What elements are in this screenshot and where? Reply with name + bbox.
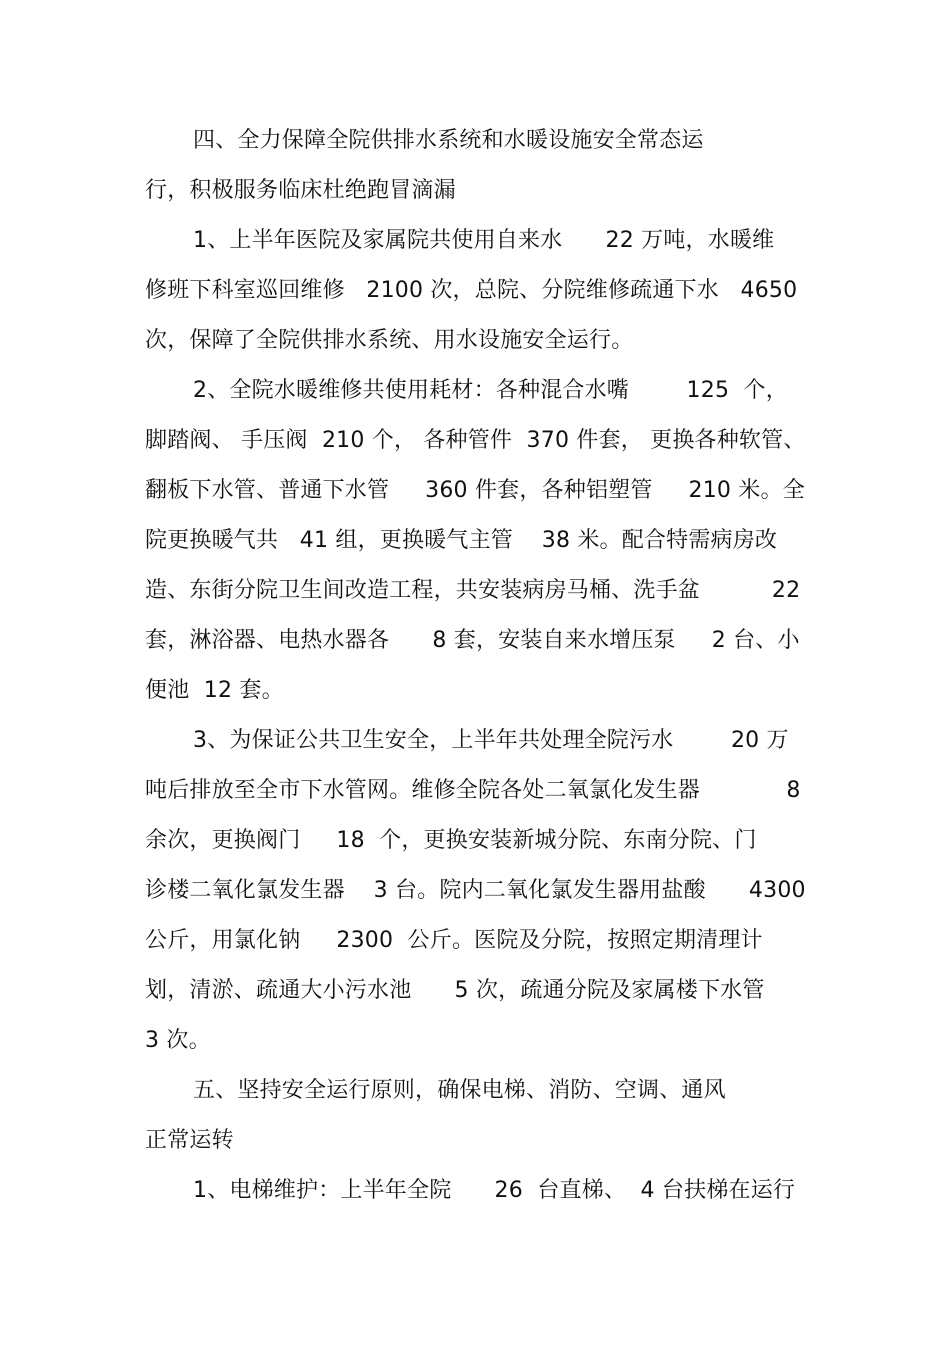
paragraph-line: 诊楼二氧化氯发生器 3 台。院内二氧化氯发生器用盐酸 4300 — [145, 878, 806, 903]
paragraph-line: 脚踏阀、 手压阀 210 个， 各种管件 370 件套， 更换各种软管、 — [145, 428, 806, 453]
paragraph-line: 翻板下水管、普通下水管 360 件套，各种铝塑管 210 米。全 — [145, 478, 805, 503]
section-heading-4: 四、全力保障全院供排水系统和水暖设施安全常态运 — [193, 128, 704, 153]
paragraph-line: 3 次。 — [145, 1028, 211, 1053]
paragraph-line: 1、上半年医院及家属院共使用自来水 22 万吨，水暖维 — [193, 228, 775, 253]
paragraph-line: 修班下科室巡回维修 2100 次，总院、分院维修疏通下水 4650 — [145, 278, 798, 303]
paragraph-line: 造、东街分院卫生间改造工程，共安装病房马桶、洗手盆 22 — [145, 578, 801, 603]
paragraph-line: 院更换暖气共 41 组，更换暖气主管 38 米。配合特需病房改 — [145, 528, 778, 553]
paragraph-line: 2、全院水暖维修共使用耗材：各种混合水嘴 125 个， — [193, 378, 788, 403]
paragraph-line: 余次，更换阀门 18 个，更换安装新城分院、东南分院、门 — [145, 828, 757, 853]
section-heading-4-cont: 行，积极服务临床杜绝跑冒滴漏 — [145, 178, 456, 203]
paragraph-line: 次，保障了全院供排水系统、用水设施安全运行。 — [145, 328, 634, 353]
paragraph-line: 1、电梯维护：上半年全院 26 台直梯、 4 台扶梯在运行 — [193, 1178, 796, 1203]
paragraph-line: 公斤，用氯化钠 2300 公斤。医院及分院，按照定期清理计 — [145, 928, 763, 953]
paragraph-line: 便池 12 套。 — [145, 678, 284, 703]
paragraph-line: 套，淋浴器、电热水器各 8 套，安装自来水增压泵 2 台、小 — [145, 628, 800, 653]
section-heading-5: 五、坚持安全运行原则，确保电梯、消防、空调、通风 — [193, 1078, 726, 1103]
paragraph-line: 3、为保证公共卫生安全，上半年共处理全院污水 20 万 — [193, 728, 789, 753]
section-heading-5-cont: 正常运转 — [145, 1128, 234, 1153]
paragraph-line: 划，清淤、疏通大小污水池 5 次，疏通分院及家属楼下水管 — [145, 978, 765, 1003]
paragraph-line: 吨后排放至全市下水管网。维修全院各处二氧氯化发生器 8 — [145, 778, 801, 803]
